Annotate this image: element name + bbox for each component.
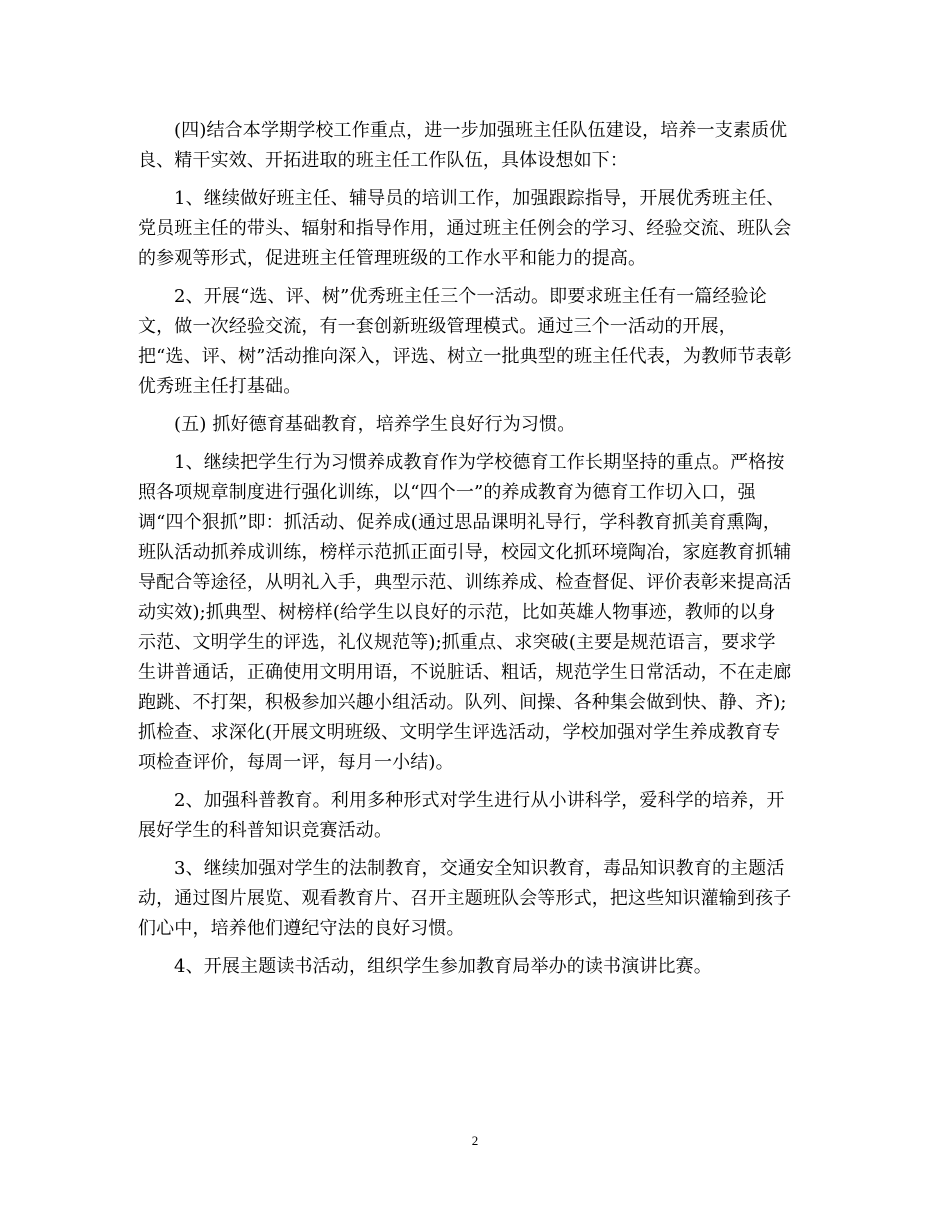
document-body xyxy=(138,116,818,990)
paragraph-line: (四)结合本学期学校工作重点，进一步加强班主任队伍建设，培养一支素质优 xyxy=(174,120,788,141)
paragraph-line: 党员班主任的带头、辐射和指导作用，通过班主任例会的学习、经验交流、班队会 xyxy=(138,218,792,239)
paragraph-item-4-reading xyxy=(138,952,818,982)
paragraph-line: 把“选、评、树”活动推向深入，评选、树立一批典型的班主任代表，为教师节表彰 xyxy=(138,346,792,367)
paragraph-line: 跑跳、不打架，积极参加兴趣小组活动。队列、间操、各种集会做到快、静、齐); xyxy=(138,692,787,713)
paragraph-section-four-intro xyxy=(138,116,818,176)
page-number: 2 xyxy=(471,1133,479,1148)
paragraph-item-1-habits xyxy=(138,448,818,778)
paragraph-line: 1、继续做好班主任、辅导员的培训工作，加强跟踪指导，开展优秀班主任、 xyxy=(174,188,785,209)
paragraph-item-2-science xyxy=(138,786,818,846)
paragraph-line: 生讲普通话，正确使用文明用语，不说脏话、粗话，规范学生日常活动，不在走廊 xyxy=(138,662,792,683)
paragraph-line: 的参观等形式，促进班主任管理班级的工作水平和能力的提高。 xyxy=(138,248,647,269)
paragraph-item-1-training xyxy=(138,184,818,274)
paragraph-line: 动，通过图片展览、观看教育片、召开主题班队会等形式，把这些知识灌输到孩子 xyxy=(138,888,792,909)
paragraph-line: 文，做一次经验交流，有一套创新班级管理模式。通过三个一活动的开展， xyxy=(138,316,737,337)
paragraph-line: 4、开展主题读书活动，组织学生参加教育局举办的读书演讲比赛。 xyxy=(174,956,712,977)
paragraph-line: 动实效);抓典型、树榜样(给学生以良好的示范，比如英雄人物事迹，教师的以身 xyxy=(138,602,776,623)
paragraph-line: 1、继续把学生行为习惯养成教育作为学校德育工作长期坚持的重点。严格按 xyxy=(174,452,785,473)
paragraph-line: 优秀班主任打基础。 xyxy=(138,376,302,397)
paragraph-line: 3、继续加强对学生的法制教育，交通安全知识教育，毒品知识教育的主题活 xyxy=(174,858,785,879)
paragraph-item-3-legal xyxy=(138,854,818,944)
paragraph-line: 班队活动抓养成训练，榜样示范抓正面引导，校园文化抓环境陶冶，家庭教育抓辅 xyxy=(138,542,792,563)
paragraph-line: 展好学生的科普知识竞赛活动。 xyxy=(138,820,393,841)
paragraph-line: 示范、文明学生的评选，礼仪规范等);抓重点、求突破(主要是规范语言，要求学 xyxy=(138,632,776,653)
paragraph-section-five-heading xyxy=(138,410,818,440)
paragraph-line: 项检查评价，每周一评，每月一小结)。 xyxy=(138,752,454,773)
paragraph-line: 良、精干实效、开拓进取的班主任工作队伍，具体设想如下： xyxy=(138,150,629,171)
paragraph-line: 导配合等途径，从明礼入手，典型示范、训练养成、检查督促、评价表彰来提高活 xyxy=(138,572,792,593)
paragraph-line: 们心中，培养他们遵纪守法的良好习惯。 xyxy=(138,918,465,939)
paragraph-line: 照各项规章制度进行强化训练，以“四个一”的养成教育为德育工作切入口，强 xyxy=(138,482,756,503)
paragraph-line: 2、加强科普教育。利用多种形式对学生进行从小讲科学，爱科学的培养，开 xyxy=(174,790,785,811)
paragraph-line: 抓检查、求深化(开展文明班级、文明学生评选活动，学校加强对学生养成教育专 xyxy=(138,722,781,743)
paragraph-line: 调“四个狠抓”即：抓活动、促养成(通过思品课明礼导行，学科教育抓美育熏陶， xyxy=(138,512,781,533)
paragraph-line: (五) 抓好德育基础教育，培养学生良好行为习惯。 xyxy=(174,414,576,435)
paragraph-line: 2、开展“选、评、树”优秀班主任三个一活动。即要求班主任有一篇经验论 xyxy=(174,286,767,307)
paragraph-item-2-selection xyxy=(138,282,818,402)
